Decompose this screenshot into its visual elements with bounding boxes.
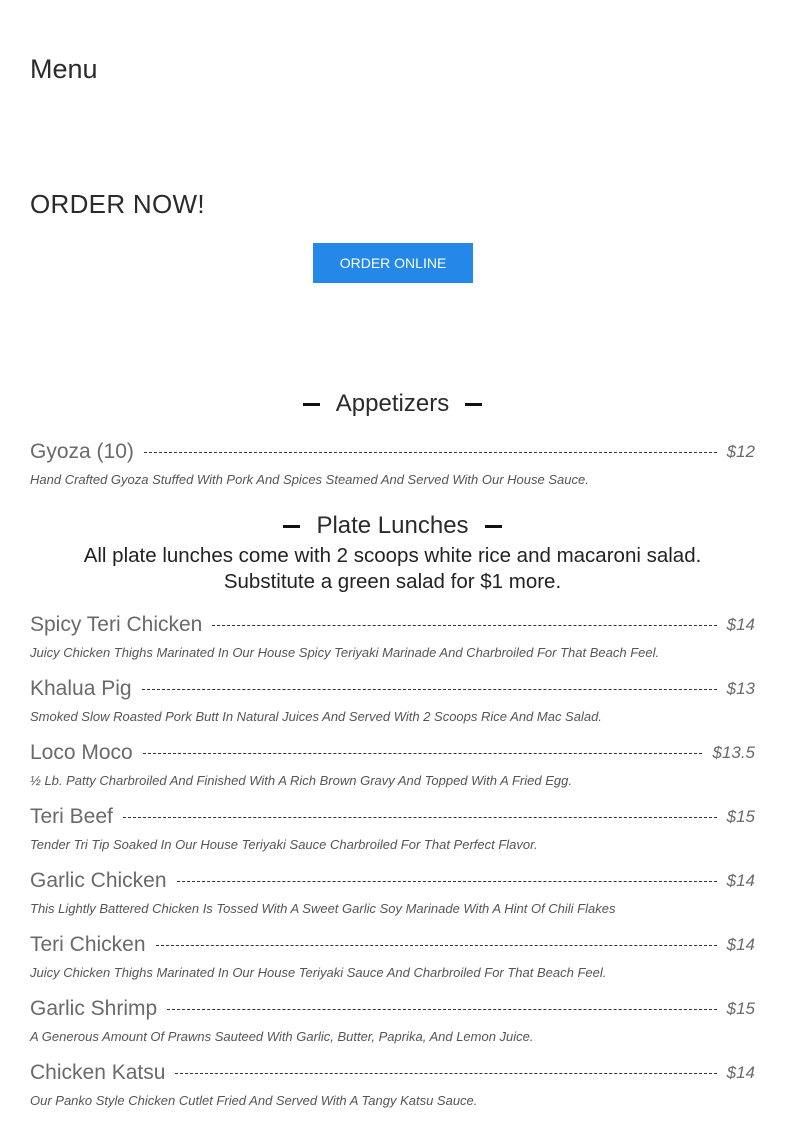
menu-item-price: $14 <box>726 615 755 634</box>
dotted-leader <box>144 452 717 453</box>
menu-item <box>30 996 755 1045</box>
dotted-leader <box>156 945 717 946</box>
menu-item-price: $13 <box>726 679 755 698</box>
menu-item-name: Chicken Katsu <box>30 1061 166 1084</box>
menu-item <box>30 612 755 661</box>
page-title: Menu <box>30 54 98 84</box>
section-heading-plate-lunches <box>0 511 785 541</box>
menu-item-name: Teri Chicken <box>30 933 146 956</box>
menu-item-price: $13.5 <box>712 743 755 762</box>
menu-item-description: This Lightly Battered Chicken Is Tossed With A Sweet Garlic Soy Marinade With A Hint Of Chili Flakes <box>30 901 616 916</box>
dotted-leader <box>167 1009 716 1010</box>
menu-item <box>30 804 755 853</box>
menu-item-price: $15 <box>726 999 755 1018</box>
menu-item-name: Garlic Shrimp <box>30 997 158 1020</box>
menu-item <box>30 1060 755 1109</box>
section-title: Appetizers <box>335 390 450 417</box>
menu-item-name: Garlic Chicken <box>30 869 167 892</box>
menu-item-price: $12 <box>726 442 755 461</box>
section-note-line: All plate lunches come with 2 scoops white rice and macaroni salad. <box>83 544 702 567</box>
menu-item <box>30 439 755 488</box>
order-now-heading: ORDER NOW! <box>30 189 205 219</box>
menu-item-price: $15 <box>726 807 755 826</box>
menu-item-price: $14 <box>726 871 755 890</box>
dotted-leader <box>177 881 717 882</box>
section-heading-appetizers <box>0 389 785 419</box>
dotted-leader <box>143 753 703 754</box>
menu-item-price: $14 <box>726 1063 755 1082</box>
dotted-leader <box>175 1073 716 1074</box>
menu-item-description: A Generous Amount Of Prawns Sauteed With Garlic, Butter, Paprika, And Lemon Juice. <box>30 1029 534 1044</box>
menu-item <box>30 676 755 725</box>
menu-item-name: Loco Moco <box>30 741 133 764</box>
heading-dash-left <box>283 525 300 528</box>
order-online-button[interactable]: ORDER ONLINE <box>313 243 473 283</box>
section-title: Plate Lunches <box>316 512 469 539</box>
menu-item <box>30 740 755 789</box>
heading-dash-right <box>465 403 482 406</box>
section-note-line: Substitute a green salad for $1 more. <box>223 570 562 593</box>
menu-item-description: Juicy Chicken Thighs Marinated In Our House Spicy Teriyaki Marinade And Charbroiled For That Beach Feel. <box>30 645 660 660</box>
menu-item-description: Smoked Slow Roasted Pork Butt In Natural Juices And Served With 2 Scoops Rice And Mac Salad. <box>30 709 602 724</box>
menu-item-name: Khalua Pig <box>30 677 132 700</box>
menu-item-description: Our Panko Style Chicken Cutlet Fried And Served With A Tangy Katsu Sauce. <box>30 1093 478 1108</box>
menu-item-name: Teri Beef <box>30 805 113 828</box>
dotted-leader <box>142 689 717 690</box>
menu-item <box>30 868 755 917</box>
heading-dash-left <box>303 403 320 406</box>
menu-item-description: Juicy Chicken Thighs Marinated In Our House Teriyaki Sauce And Charbroiled For That Beach Feel. <box>30 965 607 980</box>
menu-item-name: Spicy Teri Chicken <box>30 613 203 636</box>
dotted-leader <box>123 817 717 818</box>
menu-item-description: Tender Tri Tip Soaked In Our House Teriyaki Sauce Charbroiled For That Perfect Flavor. <box>30 837 538 852</box>
menu-item-description: Hand Crafted Gyoza Stuffed With Pork And Spices Steamed And Served With Our House Sauce. <box>30 472 589 487</box>
menu-item-price: $14 <box>726 935 755 954</box>
menu-item-description: ½ Lb. Patty Charbroiled And Finished With A Rich Brown Gravy And Topped With A Fried Egg. <box>30 773 572 788</box>
dotted-leader <box>212 625 716 626</box>
menu-item-name: Gyoza (10) <box>30 440 134 463</box>
heading-dash-right <box>485 525 502 528</box>
menu-item <box>30 932 755 981</box>
